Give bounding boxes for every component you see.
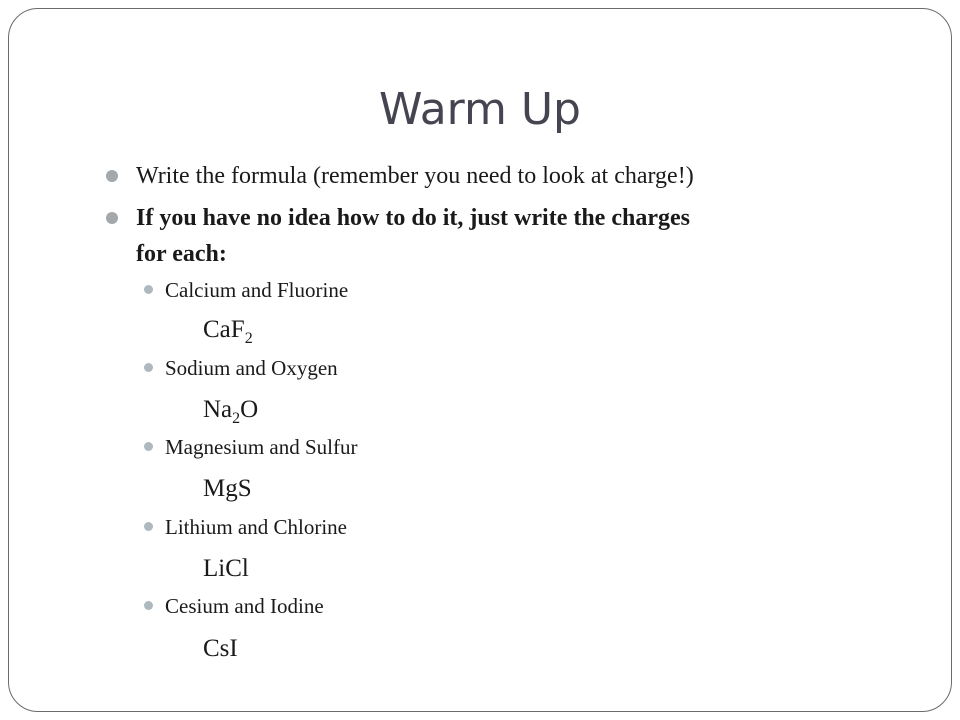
- formula-part: CaF: [203, 316, 245, 343]
- formula-subscript: 2: [232, 410, 241, 427]
- item-label: Cesium and Iodine: [165, 594, 324, 618]
- item-label: Calcium and Fluorine: [165, 278, 349, 302]
- item-label: Lithium and Chlorine: [165, 515, 347, 539]
- formula-part: LiCl: [203, 555, 249, 582]
- item-label: Magnesium and Sulfur: [165, 435, 358, 459]
- formula-answer: [203, 554, 249, 587]
- bullet-dot-icon: [144, 522, 153, 531]
- bullet-dot-icon: [144, 363, 153, 372]
- formula-subscript: 2: [244, 330, 253, 347]
- formula-part: MgS: [203, 475, 252, 502]
- bullet-dot-icon: [144, 601, 153, 610]
- bullet-text: Write the formula (remember you need to look at charge!): [136, 163, 694, 189]
- formula-answer: [203, 315, 253, 348]
- item-label: Sodium and Oxygen: [165, 356, 338, 380]
- bullet-text-line2: for each:: [136, 241, 227, 267]
- formula-part: CsI: [203, 635, 238, 662]
- bullet-dot-icon: [106, 212, 118, 224]
- formula-part: Na: [203, 396, 233, 423]
- formula-answer: [203, 474, 252, 507]
- formula-answer: [203, 395, 258, 428]
- formula-answer: [203, 634, 238, 667]
- bullet-text-line1: If you have no idea how to do it, just write the charges: [136, 205, 690, 231]
- slide-title: Warm Up: [379, 84, 581, 135]
- formula-part: O: [240, 396, 259, 423]
- bullet-dot-icon: [144, 285, 153, 294]
- bullet-dot-icon: [106, 170, 118, 182]
- bullet-dot-icon: [144, 442, 153, 451]
